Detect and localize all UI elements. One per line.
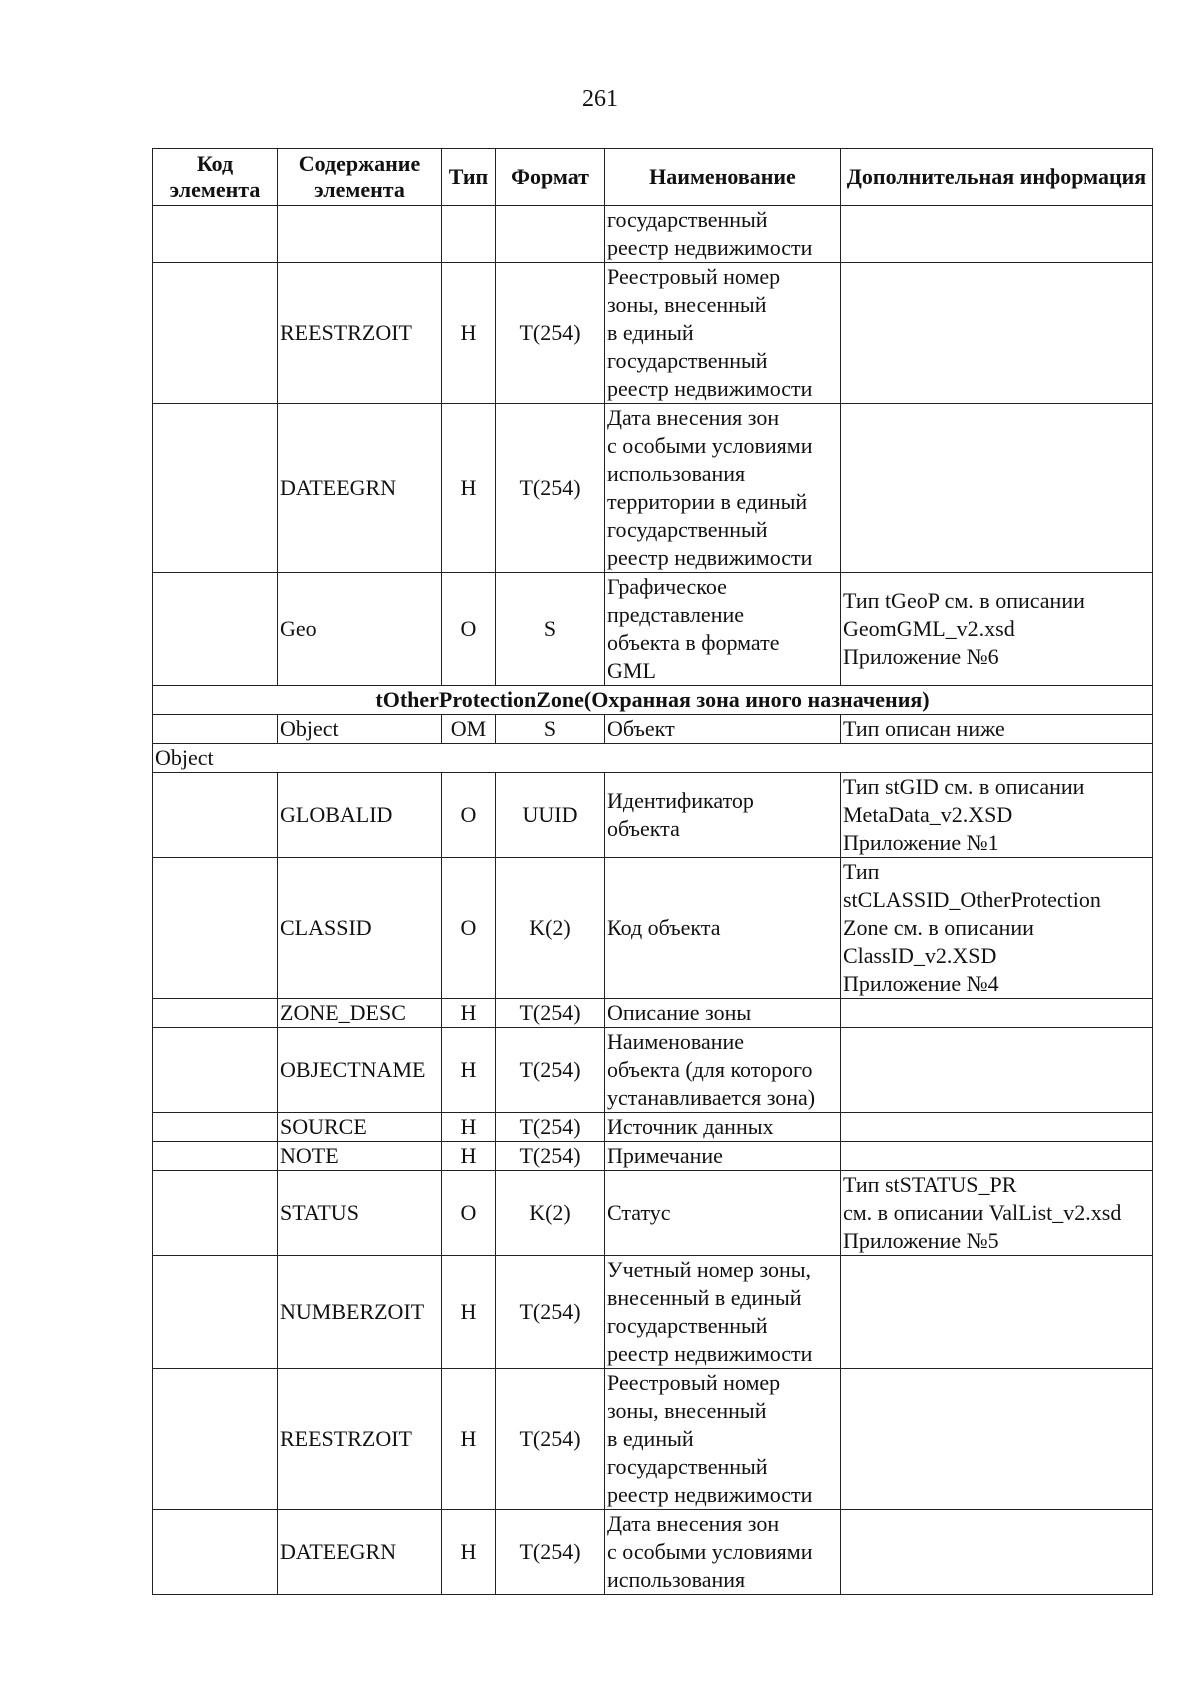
cell-type: О bbox=[442, 573, 496, 686]
cell-code bbox=[153, 1510, 278, 1595]
cell-type: ОМ bbox=[442, 715, 496, 744]
cell-content: Object bbox=[278, 715, 442, 744]
cell-format: T(254) bbox=[496, 404, 605, 573]
table-row bbox=[153, 1113, 1153, 1142]
table-row bbox=[153, 1510, 1153, 1595]
cell-info: Тип stGID см. в описании MetaData_v2.XSD Приложение №1 bbox=[841, 773, 1153, 858]
cell-format: UUID bbox=[496, 773, 605, 858]
cell-content: REESTRZOIT bbox=[278, 263, 442, 404]
header-content: Содержание элемента bbox=[278, 149, 442, 206]
cell-code bbox=[153, 1142, 278, 1171]
cell-format: K(2) bbox=[496, 1171, 605, 1256]
cell-type: Н bbox=[442, 404, 496, 573]
cell-code bbox=[153, 773, 278, 858]
cell-type: Н bbox=[442, 1256, 496, 1369]
table-row bbox=[153, 573, 1153, 686]
cell-format: T(254) bbox=[496, 1028, 605, 1113]
cell-content: REESTRZOIT bbox=[278, 1369, 442, 1510]
cell-type: О bbox=[442, 858, 496, 999]
header-row bbox=[153, 149, 1153, 206]
cell-name: Статус bbox=[605, 1171, 841, 1256]
cell-format: T(254) bbox=[496, 1369, 605, 1510]
cell-code bbox=[153, 999, 278, 1028]
cell-code bbox=[153, 1369, 278, 1510]
cell-info bbox=[841, 999, 1153, 1028]
section-title: tOtherProtectionZone(Охранная зона иного назначения) bbox=[153, 686, 1153, 715]
cell-format: T(254) bbox=[496, 1510, 605, 1595]
cell-code bbox=[153, 404, 278, 573]
cell-name: Реестровый номер зоны, внесенный в единый государственный реестр недвижимости bbox=[605, 263, 841, 404]
table-row bbox=[153, 1369, 1153, 1510]
table-row bbox=[153, 1171, 1153, 1256]
page-number: 261 bbox=[582, 86, 618, 112]
cell-content: SOURCE bbox=[278, 1113, 442, 1142]
cell-content: CLASSID bbox=[278, 858, 442, 999]
cell-name: Примечание bbox=[605, 1142, 841, 1171]
cell-type: Н bbox=[442, 1510, 496, 1595]
table-body-bottom bbox=[153, 773, 1153, 1595]
table-row bbox=[153, 1028, 1153, 1113]
cell-code bbox=[153, 206, 278, 263]
header-info: Дополнительная информация bbox=[841, 149, 1153, 206]
cell-code bbox=[153, 1171, 278, 1256]
cell-type: Н bbox=[442, 1028, 496, 1113]
cell-format: T(254) bbox=[496, 1113, 605, 1142]
cell-info bbox=[841, 206, 1153, 263]
cell-info: Тип stSTATUS_PR см. в описании ValList_v2.xsd Приложение №5 bbox=[841, 1171, 1153, 1256]
cell-content: NUMBERZOIT bbox=[278, 1256, 442, 1369]
cell-format: T(254) bbox=[496, 1142, 605, 1171]
cell-content: Geo bbox=[278, 573, 442, 686]
cell-info bbox=[841, 263, 1153, 404]
cell-content bbox=[278, 206, 442, 263]
cell-format: T(254) bbox=[496, 263, 605, 404]
cell-format: T(254) bbox=[496, 1256, 605, 1369]
cell-info: Тип stCLASSID_OtherProtection Zone см. в описании ClassID_v2.XSD Приложение №4 bbox=[841, 858, 1153, 999]
cell-format: S bbox=[496, 715, 605, 744]
table-row bbox=[153, 773, 1153, 858]
cell-code bbox=[153, 1028, 278, 1113]
cell-name: Идентификатор объекта bbox=[605, 773, 841, 858]
cell-code bbox=[153, 858, 278, 999]
cell-format: T(254) bbox=[496, 999, 605, 1028]
cell-name: Реестровый номер зоны, внесенный в единый государственный реестр недвижимости bbox=[605, 1369, 841, 1510]
cell-info bbox=[841, 1369, 1153, 1510]
cell-content: STATUS bbox=[278, 1171, 442, 1256]
table-row bbox=[153, 1256, 1153, 1369]
cell-name: Графическое представление объекта в формате GML bbox=[605, 573, 841, 686]
table-row bbox=[153, 999, 1153, 1028]
cell-code bbox=[153, 1256, 278, 1369]
cell-name: Дата внесения зон с особыми условиями использования территории в единый государственный реестр недвижимости bbox=[605, 404, 841, 573]
table-row bbox=[153, 858, 1153, 999]
cell-format bbox=[496, 206, 605, 263]
section-title-row bbox=[153, 686, 1153, 715]
cell-type: Н bbox=[442, 1369, 496, 1510]
header-name: Наименование bbox=[605, 149, 841, 206]
cell-format: K(2) bbox=[496, 858, 605, 999]
cell-type: Н bbox=[442, 1113, 496, 1142]
cell-name: Код объекта bbox=[605, 858, 841, 999]
table-row bbox=[153, 404, 1153, 573]
cell-type bbox=[442, 206, 496, 263]
cell-info bbox=[841, 1028, 1153, 1113]
cell-name: Описание зоны bbox=[605, 999, 841, 1028]
cell-type: Н bbox=[442, 263, 496, 404]
cell-info bbox=[841, 404, 1153, 573]
table-row bbox=[153, 263, 1153, 404]
section-body bbox=[153, 686, 1153, 773]
object-row bbox=[153, 715, 1153, 744]
cell-info: Тип описан ниже bbox=[841, 715, 1153, 744]
cell-info bbox=[841, 1256, 1153, 1369]
cell-name: Объект bbox=[605, 715, 841, 744]
cell-content: NOTE bbox=[278, 1142, 442, 1171]
cell-name: Дата внесения зон с особыми условиями использования bbox=[605, 1510, 841, 1595]
header-code: Код элемента bbox=[153, 149, 278, 206]
cell-content: ZONE_DESC bbox=[278, 999, 442, 1028]
cell-info bbox=[841, 1142, 1153, 1171]
table-body-top bbox=[153, 206, 1153, 686]
cell-info bbox=[841, 1510, 1153, 1595]
cell-name: государственный реестр недвижимости bbox=[605, 206, 841, 263]
cell-content: DATEEGRN bbox=[278, 1510, 442, 1595]
cell-code bbox=[153, 1113, 278, 1142]
cell-info: Тип tGeoP см. в описании GeomGML_v2.xsd Приложение №6 bbox=[841, 573, 1153, 686]
object-label: Object bbox=[153, 744, 1153, 773]
cell-code bbox=[153, 263, 278, 404]
cell-info bbox=[841, 1113, 1153, 1142]
cell-format: S bbox=[496, 573, 605, 686]
cell-content: DATEEGRN bbox=[278, 404, 442, 573]
specification-table bbox=[152, 148, 1153, 1595]
cell-name: Наименование объекта (для которого устанавливается зона) bbox=[605, 1028, 841, 1113]
header-format: Формат bbox=[496, 149, 605, 206]
cell-content: GLOBALID bbox=[278, 773, 442, 858]
cell-type: Н bbox=[442, 1142, 496, 1171]
table-row bbox=[153, 1142, 1153, 1171]
cell-type: О bbox=[442, 773, 496, 858]
object-label-row bbox=[153, 744, 1153, 773]
cell-type: О bbox=[442, 1171, 496, 1256]
cell-name: Учетный номер зоны, внесенный в единый государственный реестр недвижимости bbox=[605, 1256, 841, 1369]
header-type: Тип bbox=[442, 149, 496, 206]
cell-name: Источник данных bbox=[605, 1113, 841, 1142]
cell-code bbox=[153, 715, 278, 744]
cell-type: Н bbox=[442, 999, 496, 1028]
cell-content: OBJECTNAME bbox=[278, 1028, 442, 1113]
table-row bbox=[153, 206, 1153, 263]
cell-code bbox=[153, 573, 278, 686]
